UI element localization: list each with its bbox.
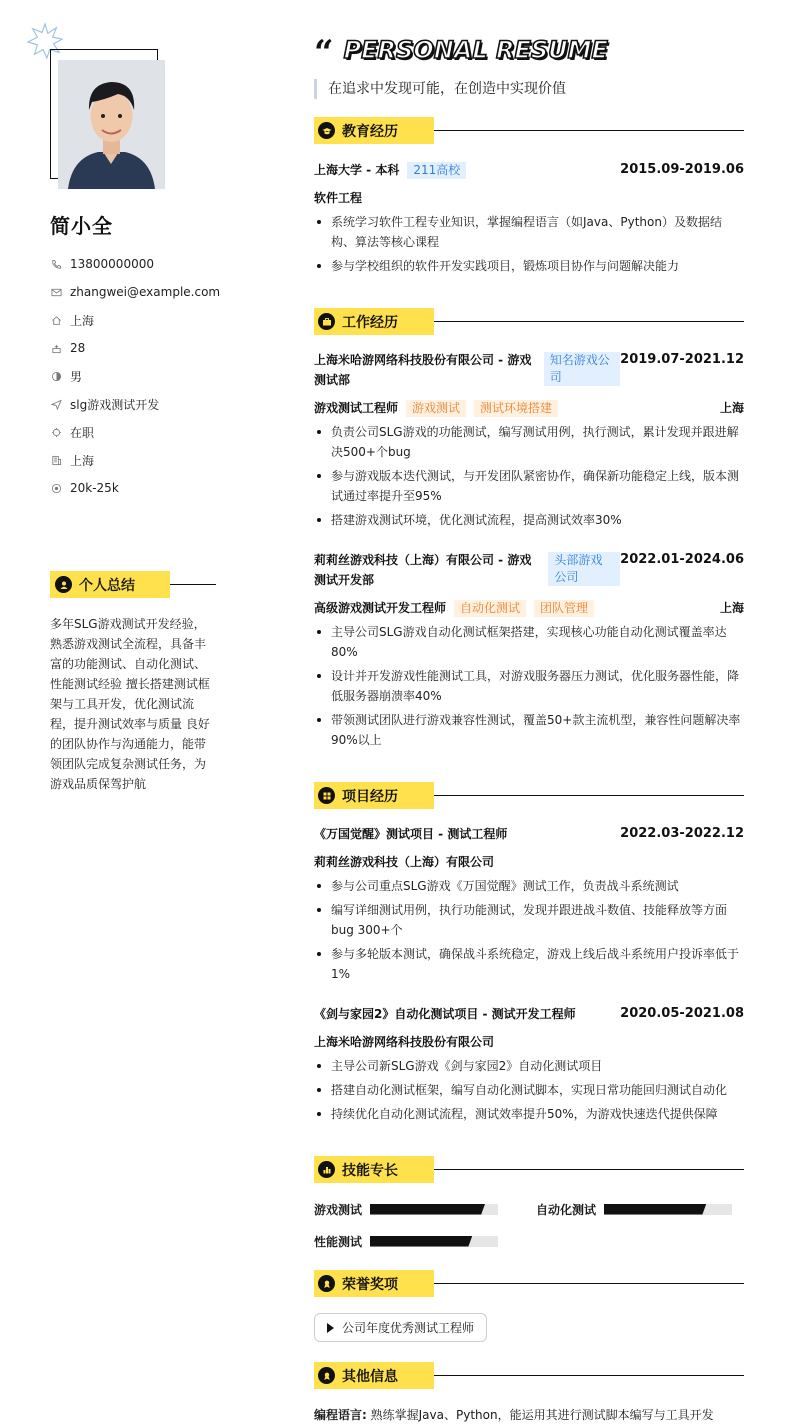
honors-header: [314, 1270, 744, 1297]
other-header: [314, 1362, 744, 1389]
skill-item: [314, 1200, 498, 1218]
briefcase-icon: [318, 313, 335, 330]
education-divider: [434, 130, 744, 131]
info-address: [50, 306, 250, 334]
skill-fill: [604, 1204, 706, 1215]
project-bullets-1: [314, 876, 744, 984]
info-status-value: 在职: [70, 425, 95, 440]
info-phone-value: 13800000000: [70, 257, 154, 271]
phone-icon: [50, 258, 62, 270]
work-position-line-2: [314, 598, 594, 618]
info-age-value: 28: [70, 341, 86, 355]
work-company-tag-2: 头部游戏公司: [548, 552, 620, 586]
project-entry-2: [314, 1004, 744, 1128]
work-date-2: 2022.01-2024.06: [620, 552, 744, 567]
education-tag: 211高校: [407, 162, 466, 179]
work-city-2: 上海: [719, 601, 744, 615]
skills-divider: [434, 1169, 744, 1170]
list-item: 带领测试团队进行游戏兼容性测试，覆盖50+款主流机型，兼容性问题解决率90%以上: [314, 710, 744, 750]
project-entry-1: [314, 824, 744, 988]
skill-label: 性能测试: [314, 1234, 363, 1249]
skill-bar: [370, 1236, 498, 1247]
cake-icon: [50, 342, 62, 354]
info-phone: [50, 250, 250, 278]
work-title: 工作经历: [342, 314, 398, 331]
other-title: 其他信息: [342, 1368, 398, 1385]
skills-section: [314, 1156, 744, 1183]
graduation-cap-icon: [318, 122, 335, 139]
project-date-2: 2020.05-2021.08: [620, 1006, 744, 1021]
info-gender-value: 男: [70, 369, 83, 384]
info-salary: [50, 474, 250, 502]
other-value: 熟练掌握Java、Python，能运用其进行测试脚本编写与工具开发: [370, 1408, 714, 1422]
skill-item: [536, 1200, 732, 1218]
honors-title-box: [314, 1270, 434, 1297]
honors-title: 荣誉奖项: [342, 1276, 398, 1293]
award-icon: [318, 1275, 335, 1292]
left-column: [0, 0, 260, 1425]
building-icon: [50, 454, 62, 466]
info-city-value: 上海: [70, 453, 95, 468]
work-header: [314, 308, 744, 335]
profile-name: 简小全: [50, 214, 113, 238]
info-city: [50, 446, 250, 474]
work-bullets-2: [314, 622, 744, 750]
bar-chart-icon: [318, 1161, 335, 1178]
education-school-line: [314, 160, 466, 180]
info-status: [50, 418, 250, 446]
work-skill-tag: 自动化测试: [454, 600, 526, 617]
send-icon: [50, 398, 62, 410]
education-title-box: [314, 117, 434, 144]
skills-header: [314, 1156, 744, 1183]
work-title-box: [314, 308, 434, 335]
list-item: 主导公司SLG游戏自动化测试框架搭建，实现核心功能自动化测试覆盖率达80%: [314, 622, 744, 662]
education-title: 教育经历: [342, 123, 398, 140]
grid-icon: [318, 787, 335, 804]
info-position-value: slg游戏测试开发: [70, 397, 160, 412]
resume-title: PERSONAL RESUME: [343, 36, 608, 64]
project-row-1: [314, 824, 744, 844]
list-item: 参与游戏版本迭代测试，与开发团队紧密协作，确保新功能稳定上线，版本测试通过率提升至95%: [314, 466, 744, 506]
project-date-1: 2022.03-2022.12: [620, 826, 744, 841]
projects-title: 项目经历: [342, 788, 398, 805]
summary-title-box: [50, 571, 170, 598]
education-entry: [314, 160, 744, 280]
work-date-1: 2019.07-2021.12: [620, 352, 744, 367]
list-item: 参与学校组织的软件开发实践项目，锻炼项目协作与问题解决能力: [314, 256, 744, 276]
money-icon: [50, 482, 62, 494]
award-label: 公司年度优秀测试工程师: [342, 1321, 475, 1335]
skill-item: [314, 1232, 498, 1250]
education-school: 上海大学 - 本科: [314, 163, 400, 177]
info-email-value: zhangwei@example.com: [70, 285, 221, 299]
home-icon: [50, 314, 62, 326]
education-major: 软件工程: [314, 191, 363, 205]
info-email: [50, 278, 250, 306]
work-skill-tag: 游戏测试: [406, 400, 466, 417]
list-item: 持续优化自动化测试流程，测试效率提升50%，为游戏快速迭代提供保障: [314, 1104, 744, 1124]
user-icon: [55, 576, 72, 593]
projects-section: [314, 782, 744, 809]
work-entry-2: [314, 550, 744, 754]
skill-label: 游戏测试: [314, 1202, 363, 1217]
project-company-2: 上海米哈游网络科技股份有限公司: [314, 1035, 495, 1049]
work-row-1: [314, 350, 744, 390]
quote-mark-icon: “: [314, 33, 334, 73]
list-item: 系统学习软件工程专业知识，掌握编程语言（如Java、Python）及数据结构、算法等核心课程: [314, 212, 744, 252]
play-icon: [327, 1323, 334, 1333]
list-item: 搭建自动化测试框架，编写自动化测试脚本，实现日常功能回归测试自动化: [314, 1080, 744, 1100]
slogan: 在追求中发现可能，在创造中实现价值: [314, 79, 566, 99]
info-salary-value: 20k-25k: [70, 481, 119, 495]
info-icon: [318, 1367, 335, 1384]
work-skill-tag: 测试环境搭建: [474, 400, 558, 417]
education-date: 2015.09-2019.06: [620, 162, 744, 177]
info-address-value: 上海: [70, 313, 95, 328]
projects-divider: [434, 795, 744, 796]
honors-section: [314, 1270, 744, 1297]
mail-icon: [50, 286, 62, 298]
education-row: [314, 160, 744, 180]
info-age: [50, 334, 250, 362]
education-section: [314, 117, 744, 144]
work-entry-1: [314, 350, 744, 534]
work-position-line-1: [314, 398, 558, 418]
list-item: 编写详细测试用例，执行功能测试，发现并跟进战斗数值、技能释放等方面bug 300+个: [314, 900, 744, 940]
award-chip: [314, 1313, 487, 1342]
summary-text: 多年SLG游戏测试开发经验，熟悉游戏测试全流程，具备丰富的功能测试、自动化测试、性能测试经验 擅长搭建测试框架与工具开发，优化测试流程，提升测试效率与质量 良好的团队协作与沟通能力，能带领团队完成复杂测试任务，为游戏品质保驾护航: [50, 617, 210, 791]
work-city-1: 上海: [719, 401, 744, 415]
project-name-2: 《剑与家园2》自动化测试项目 - 测试开发工程师: [314, 1007, 576, 1021]
education-bullets: [314, 212, 744, 276]
project-row-2: [314, 1004, 744, 1024]
other-section: [314, 1362, 744, 1389]
info-gender: [50, 362, 250, 390]
project-name-1: 《万国觉醒》测试项目 - 测试工程师: [314, 827, 508, 841]
work-position-row-2: [314, 598, 744, 618]
work-row-2: [314, 550, 744, 590]
work-skill-tag: 团队管理: [534, 600, 594, 617]
status-icon: [50, 426, 62, 438]
summary-divider: [170, 584, 216, 585]
list-item: 设计并开发游戏性能测试工具，对游戏服务器压力测试，优化服务器性能，降低服务器崩溃率40%: [314, 666, 744, 706]
gender-icon: [50, 370, 62, 382]
education-header: [314, 117, 744, 144]
skill-label: 自动化测试: [536, 1202, 597, 1217]
skills-title: 技能专长: [342, 1162, 398, 1179]
skill-bar: [370, 1204, 498, 1215]
summary-section: [50, 571, 216, 794]
work-company-2: 莉莉丝游戏科技（上海）有限公司 - 游戏测试开发部: [314, 553, 532, 587]
projects-title-box: [314, 782, 434, 809]
skill-fill: [370, 1236, 472, 1247]
summary-header: [50, 571, 216, 598]
work-position-2: 高级游戏测试开发工程师: [314, 601, 447, 615]
other-info-line: [314, 1405, 714, 1425]
resume-header: [314, 30, 608, 73]
summary-title: 个人总结: [79, 577, 135, 594]
work-company-1: 上海米哈游网络科技股份有限公司 - 游戏测试部: [314, 353, 532, 387]
list-item: 主导公司新SLG游戏《剑与家园2》自动化测试项目: [314, 1056, 744, 1076]
work-position-row-1: [314, 398, 744, 418]
work-divider: [434, 321, 744, 322]
skills-title-box: [314, 1156, 434, 1183]
skill-bar: [604, 1204, 732, 1215]
work-position-1: 游戏测试工程师: [314, 401, 399, 415]
project-bullets-2: [314, 1056, 744, 1124]
project-company-1: 莉莉丝游戏科技（上海）有限公司: [314, 855, 495, 869]
projects-header: [314, 782, 744, 809]
avatar: [58, 60, 165, 189]
work-section: [314, 308, 744, 335]
other-divider: [434, 1375, 744, 1376]
work-bullets-1: [314, 422, 744, 530]
avatar-portrait-icon: [58, 60, 165, 189]
list-item: 负责公司SLG游戏的功能测试，编写测试用例，执行测试，累计发现并跟进解决500+个bug: [314, 422, 744, 462]
list-item: 参与多轮版本测试，确保战斗系统稳定，游戏上线后战斗系统用户投诉率低于1%: [314, 944, 744, 984]
other-title-box: [314, 1362, 434, 1389]
contact-info-list: [50, 250, 250, 502]
honors-divider: [434, 1283, 744, 1284]
list-item: 参与公司重点SLG游戏《万国觉醒》测试工作，负责战斗系统测试: [314, 876, 744, 896]
list-item: 搭建游戏测试环境，优化测试流程，提高测试效率30%: [314, 510, 744, 530]
other-label: 编程语言:: [314, 1408, 367, 1422]
skill-fill: [370, 1204, 485, 1215]
info-position: [50, 390, 250, 418]
work-company-tag-1: 知名游戏公司: [544, 352, 620, 386]
